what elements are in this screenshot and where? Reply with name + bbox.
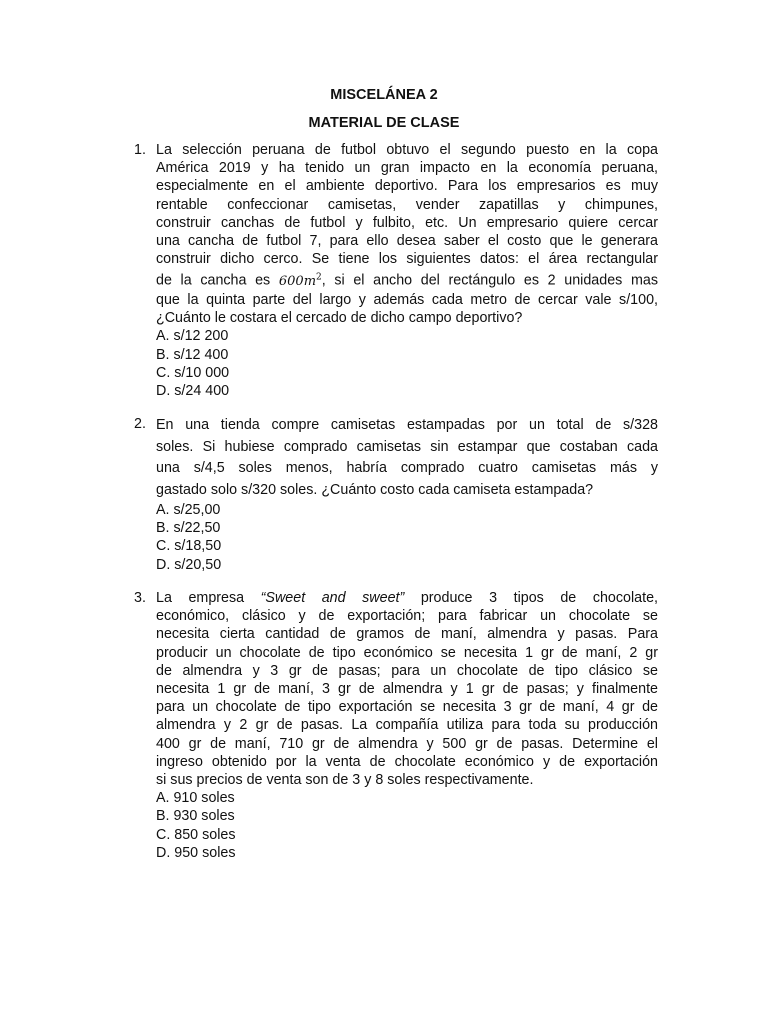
area-formula [279,274,322,289]
question-stem [156,141,658,327]
company-suffix: produce 3 tipos de chocolate, [420,590,658,606]
area-unit: m [303,273,317,289]
option-a: A. s/12 200 [156,328,229,345]
company-prefix: La empresa [156,590,245,606]
stem-line: económico, clásico y de exportación; para fabricar un chocolate se [156,608,658,625]
stem-line: si sus precios de venta son de 3 y 8 soles respectivamente. [156,772,534,789]
question-stem [156,589,658,789]
option-d: D. 950 soles [156,844,236,861]
answer-options [156,789,658,862]
answer-options [156,501,658,574]
question-1 [134,141,658,400]
area-value: 600 [278,273,304,289]
stem-line: de almendra y 3 gr de pasas; para un chocolate de tipo clásico se [156,662,658,679]
stem-line: 400 gr de maní, 710 gr de almendra y 500 gr de pasas. Determine el [156,735,658,752]
option-b: B. s/22,50 [156,520,221,537]
option-b: B. 930 soles [156,808,235,825]
answer-options [156,327,658,400]
stem-line: construir canchas de futbol y fulbito, etc. Un empresario quiere cercar [156,214,658,231]
option-d: D. s/20,50 [156,556,222,573]
stem-line: una s/4,5 soles menos, habría comprado cuatro camisetas más y [156,460,658,476]
stem-line: América 2019 y ha tenido un gran impacto en la economía peruana, [156,160,658,177]
stem-line: producir un chocolate de tipo económico se necesita 1 gr de maní, 2 gr [156,644,658,661]
option-a: A. s/25,00 [156,502,221,518]
option-c: C. s/10 000 [156,364,230,381]
stem-line: especialmente en el ambiente deportivo. Para los empresarios es muy [156,178,658,195]
stem-line: La selección peruana de futbol obtuvo el segundo puesto en la copa [156,142,658,158]
area-exponent: 2 [316,272,322,283]
question-number: 2. [134,416,146,432]
stem-line: rentable confeccionar camisetas, vender zapatillas y chimpunes, [156,196,658,213]
stem-line: En una tienda compre camisetas estampadas por un total de s/328 [156,417,658,433]
question-2 [134,415,658,574]
stem-line: ¿Cuánto le costara el cercado de dicho campo deportivo? [156,310,523,327]
document-subtitle: MATERIAL DE CLASE [308,115,460,131]
option-c: C. s/18,50 [156,538,222,555]
stem-line: gastado solo s/320 soles. ¿Cuánto costo cada camiseta estampada? [156,481,594,498]
stem-line: que la quinta parte del largo y además cada metro de cercar vale s/100, [156,291,658,308]
option-c: C. 850 soles [156,826,236,843]
question-number: 3. [134,590,146,606]
area-suffix: , si el ancho del rectángulo es 2 unidades mas [321,272,658,289]
stem-line: soles. Si hubiese comprado camisetas sin estampar que costaban cada [156,438,658,455]
stem-line-area [156,268,658,291]
stem-line: almendra y 2 gr de pasas. La compañía utiliza para toda su producción [156,717,658,734]
stem-line: para un chocolate de tipo exportación se necesita 3 gr de maní, 4 gr de [156,699,658,716]
document-title: MISCELÁNEA 2 [330,87,438,103]
option-d: D. s/24 400 [156,382,230,399]
area-prefix: de la cancha es [156,272,271,289]
stem-line: ingreso obtenido por la venta de chocolate económico y de exportación [156,753,658,770]
stem-line-company [156,589,658,607]
stem-line: necesita 1 gr de maní, 3 gr de almendra y 1 gr de pasas; y finalmente [156,681,658,698]
question-3 [134,589,658,862]
option-b: B. s/12 400 [156,346,229,363]
company-name: “Sweet and sweet” [260,590,405,606]
option-a: A. 910 soles [156,790,235,807]
stem-line: construir dicho cerco. Se tiene los siguientes datos: el área rectangular [156,251,658,268]
question-stem [156,415,658,501]
stem-line: una cancha de futbol 7, para ello desea saber el costo que le generara [156,233,658,250]
stem-line: necesita cierta cantidad de gramos de maní, almendra y pasas. Para [156,626,658,643]
question-number: 1. [134,142,146,158]
